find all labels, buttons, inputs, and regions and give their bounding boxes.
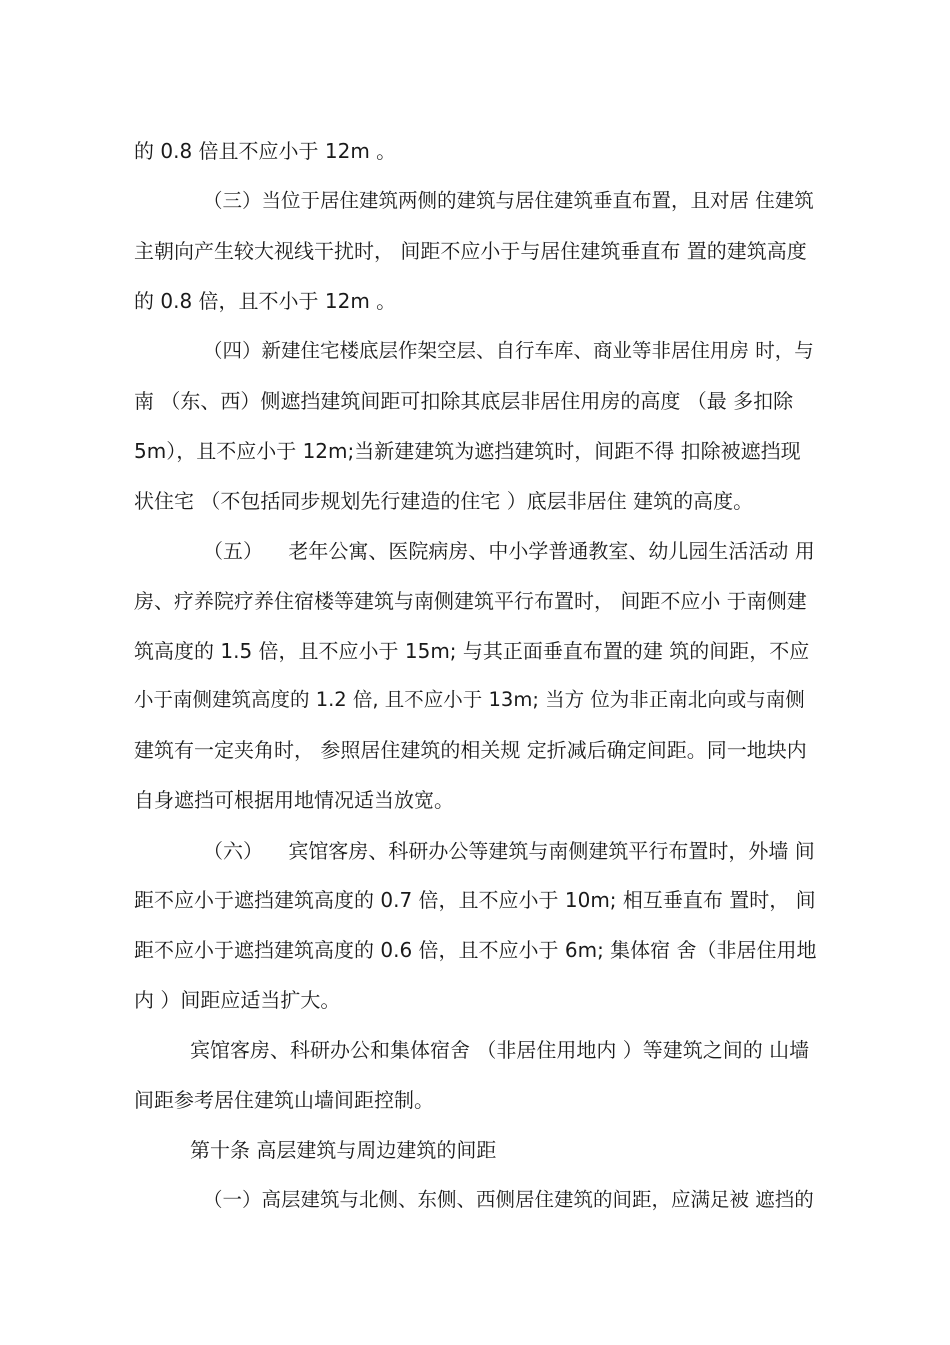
text-line: 小于南侧建筑高度的 1.2 倍, 且不应小于 13m; 当方 位为非正南北向或与南侧: [134, 688, 805, 711]
text-line: 筑高度的 1.5 倍，且不应小于 15m; 与其正面垂直布置的建 筑的间距，不应: [134, 639, 810, 663]
text-line: 房、疗养院疗养住宿楼等建筑与南侧建筑平行布置时， 间距不应小 于南侧建: [134, 589, 807, 613]
text-line: （一）高层建筑与北侧、东侧、西侧居住建筑的间距，应满足被 遮挡的: [203, 1188, 814, 1211]
text-line: 间距参考居住建筑山墙间距控制。: [134, 1088, 434, 1112]
text-line: 的 0.8 倍，且不小于 12m 。: [134, 289, 397, 313]
text-line: （五） 老年公寓、医院病房、中小学普通教室、幼儿园生活活动 用: [203, 539, 815, 563]
text-line: 建筑有一定夹角时， 参照居住建筑的相关规 定折减后确定间距。同一地块内: [134, 738, 807, 762]
text-line: （四）新建住宅楼底层作架空层、自行车库、商业等非居住用房 时，与: [203, 339, 814, 362]
text-line: 距不应小于遮挡建筑高度的 0.6 倍，且不应小于 6m; 集体宿 舍（非居住用地: [134, 938, 817, 962]
text-line: 5m），且不应小于 12m;当新建建筑为遮挡建筑时，间距不得 扣除被遮挡现: [134, 439, 801, 463]
text-line: （六） 宾馆客房、科研办公等建筑与南侧建筑平行布置时，外墙 间: [203, 839, 815, 863]
section-heading: 第十条 高层建筑与周边建筑的间距: [190, 1138, 497, 1162]
text-line: 南 （东、西）侧遮挡建筑间距可扣除其底层非居住用房的高度 （最 多扣除: [134, 389, 794, 413]
text-line: 内 ）间距应适当扩大。: [134, 988, 341, 1012]
text-line: 状住宅 （不包括同步规划先行建造的住宅 ）底层非居住 建筑的高度。: [134, 489, 754, 513]
text-line: （三）当位于居住建筑两侧的建筑与居住建筑垂直布置，且对居 住建筑: [203, 189, 814, 212]
text-line: 主朝向产生较大视线干扰时， 间距不应小于与居住建筑垂直布 置的建筑高度: [134, 239, 807, 263]
text-line: 自身遮挡可根据用地情况适当放宽。: [134, 788, 454, 812]
text-line: 宾馆客房、科研办公和集体宿舍 （非居住用地内 ）等建筑之间的 山墙: [190, 1038, 810, 1062]
text-line: 距不应小于遮挡建筑高度的 0.7 倍，且不应小于 10m; 相互垂直布 置时， 间: [134, 888, 816, 912]
text-line: 的 0.8 倍且不应小于 12m 。: [134, 139, 397, 163]
